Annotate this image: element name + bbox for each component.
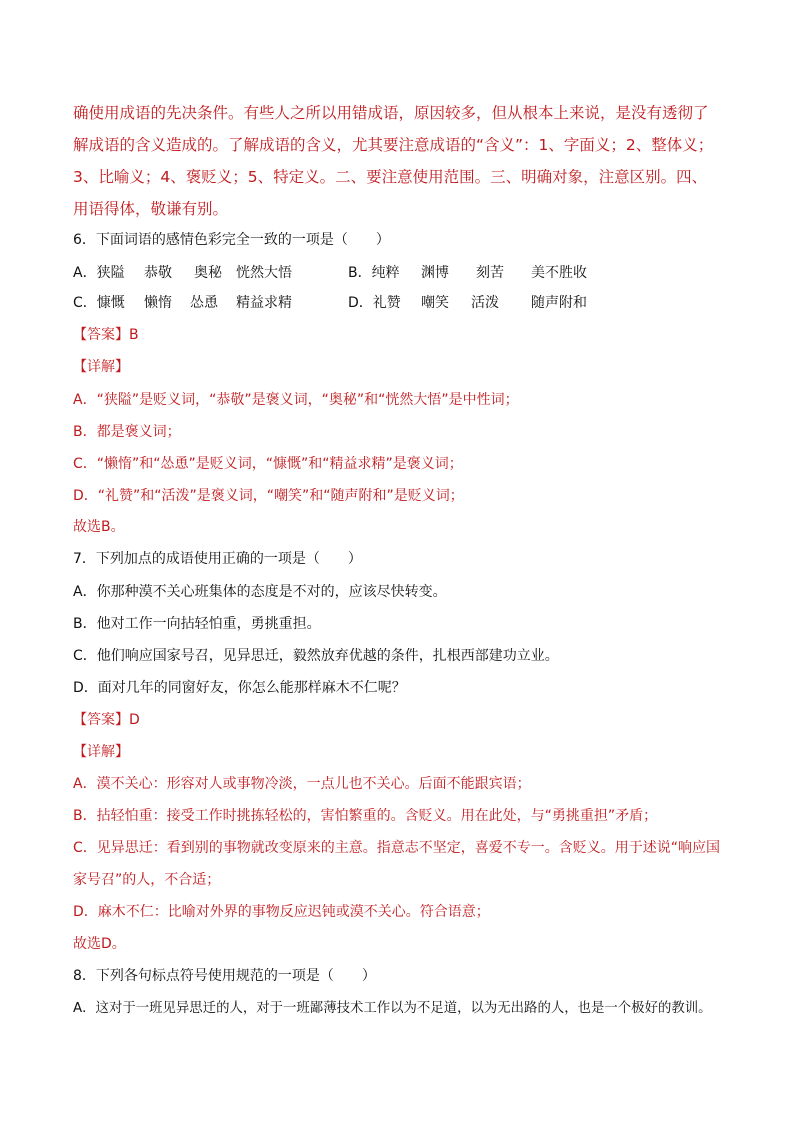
q6-detail-a: A．“狭隘”是贬义词，“恭敬”是褒义词，“奥秘”和“恍然大悟”是中性词； — [73, 392, 519, 408]
q7-option-c: C．他们响应国家号召，见异思迁，毅然放弃优越的条件，扎根西部建功立业。 — [73, 648, 559, 664]
q6-option-c-word-4: 精益求精 — [236, 295, 292, 311]
q7-detail-b: B．拈轻怕重：接受工作时挑拣轻松的，害怕繁重的。含贬义。用在此处，与“勇挑重担”矛盾； — [73, 808, 658, 824]
q8-option-a: A．这对于一班见异思迁的人，对于一班鄙薄技术工作以为不足道，以为无出路的人，也是一个极好的教训。 — [73, 1001, 712, 1016]
intro-line-4: 用语得体，敬谦有别。 — [73, 200, 229, 218]
q6-option-a-word-3: 奥秘 — [194, 265, 222, 281]
q6-option-d-word-2: 嘲笑 — [421, 295, 449, 311]
q6-option-a-label: A．狭隘 — [73, 265, 125, 281]
q6-option-d-word-3: 活泼 — [471, 295, 499, 311]
q6-option-c-word-3: 怂恿 — [190, 295, 218, 311]
q6-stem: 6．下面词语的感情色彩完全一致的一项是（ ） — [73, 232, 390, 248]
q7-detail-title: 【详解】 — [73, 744, 129, 760]
q6-detail-d: D．“礼赞”和“活泼”是褒义词，“嘲笑”和“随声附和”是贬义词； — [73, 488, 464, 504]
q7-answer: 【答案】D — [73, 712, 140, 728]
q6-option-d-label: D．礼赞 — [348, 295, 401, 311]
intro-line-1: 确使用成语的先决条件。有些人之所以用错成语，原因较多，但从根本上来说，是没有透彻了 — [73, 104, 709, 122]
intro-line-2: 解成语的含义造成的。了解成语的含义，尤其要注意成语的“含义”：1、字面义；2、整体义； — [73, 136, 714, 154]
q6-option-b-word-3: 刻苦 — [476, 265, 504, 281]
q7-conclusion: 故选D。 — [73, 936, 126, 952]
q7-stem: 7．下列加点的成语使用正确的一项是（ ） — [73, 551, 362, 567]
q6-option-b-word-2: 渊博 — [421, 265, 449, 281]
q7-detail-c-cont: 家号召”的人，不合适； — [73, 872, 221, 888]
q6-conclusion: 故选B。 — [73, 519, 125, 535]
q7-detail-d: D．麻木不仁：比喻对外界的事物反应迟钝或漠不关心。符合语意； — [73, 904, 490, 920]
q8-stem: 8．下列各句标点符号使用规范的一项是（ ） — [73, 968, 376, 984]
q7-detail-a: A．漠不关心：形容对人或事物冷淡，一点儿也不关心。后面不能跟宾语； — [73, 776, 531, 792]
q6-option-a-word-2: 恭敬 — [144, 265, 172, 281]
q6-option-d-word-4: 随声附和 — [531, 295, 587, 311]
intro-line-3: 3、比喻义；4、褒贬义；5、特定义。二、要注意使用范围。三、明确对象，注意区别。四、 — [73, 168, 708, 186]
q7-option-a: A．你那种漠不关心班集体的态度是不对的，应该尽快转变。 — [73, 584, 447, 600]
q6-option-c-label: C．慷慨 — [73, 295, 125, 311]
q6-option-b-word-4: 美不胜收 — [531, 265, 587, 281]
q7-option-b: B．他对工作一向拈轻怕重，勇挑重担。 — [73, 616, 321, 632]
q6-option-a-word-4: 恍然大悟 — [236, 265, 292, 281]
q6-option-c-word-2: 懒惰 — [144, 295, 172, 311]
q6-detail-c: C．“懒惰”和“怂恿”是贬义词，“慷慨”和“精益求精”是褒义词； — [73, 456, 463, 472]
q7-detail-c: C．见异思迁：看到别的事物就改变原来的主意。指意志不坚定，喜爱不专一。含贬义。用于述说“响应国 — [73, 840, 721, 856]
q6-answer: 【答案】B — [73, 327, 139, 343]
q6-detail-title: 【详解】 — [73, 359, 129, 375]
q6-detail-b: B．都是褒义词； — [73, 424, 181, 440]
q7-option-d: D．面对几年的同窗好友，你怎么能那样麻木不仁呢？ — [73, 680, 406, 696]
q6-option-b-label: B．纯粹 — [348, 265, 400, 281]
